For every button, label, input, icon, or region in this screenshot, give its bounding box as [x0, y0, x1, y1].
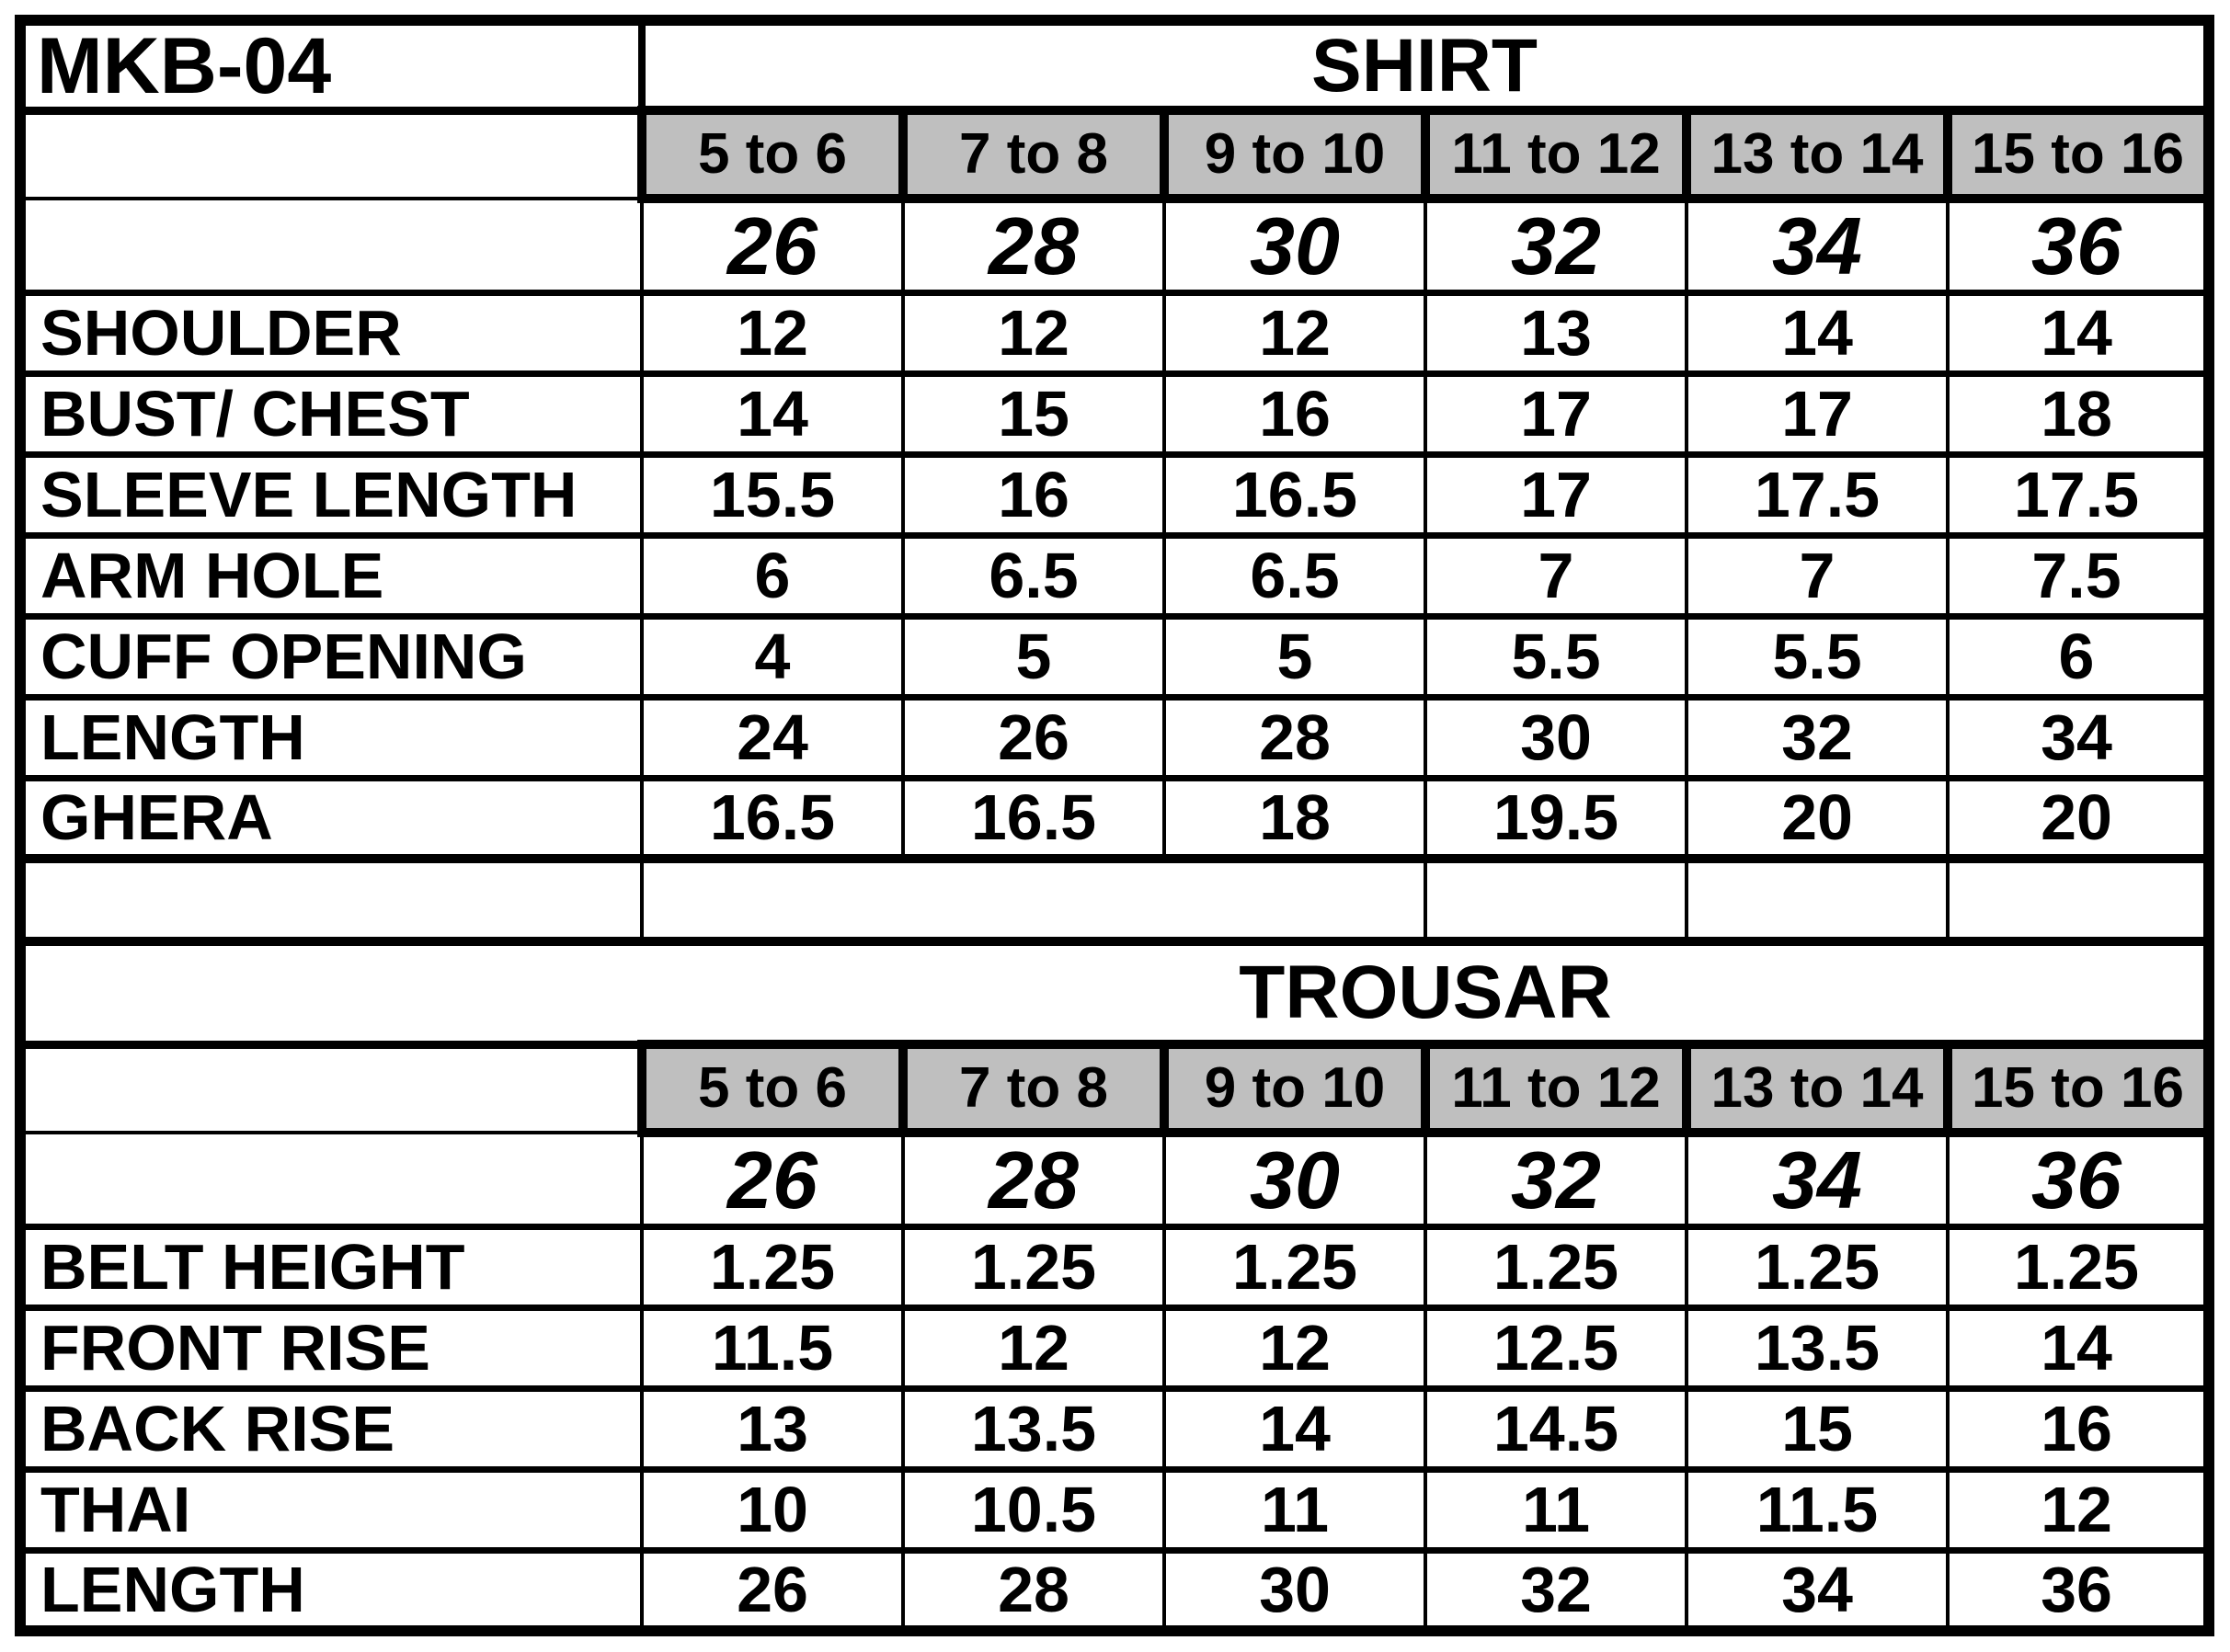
measurement-value: 16	[1948, 1388, 2209, 1469]
measurement-value: 14.5	[1425, 1388, 1687, 1469]
measurement-value: 15.5	[642, 454, 903, 535]
measurement-value: 13	[642, 1388, 903, 1469]
size-header: 36	[1948, 199, 2209, 292]
measurement-value: 26	[903, 697, 1164, 778]
age-range-header: 15 to 16	[1948, 1044, 2209, 1133]
measurement-value: 30	[1164, 1550, 1425, 1631]
measurement-value: 6	[1948, 616, 2209, 697]
measurement-value: 18	[1948, 373, 2209, 454]
section-title-shirt: SHIRT	[642, 20, 2209, 110]
measurement-value: 12	[1164, 1307, 1425, 1388]
table-row-front-rise	[20, 1307, 2209, 1388]
empty-cell	[20, 859, 642, 941]
section-title-cell	[20, 941, 2209, 1044]
table-row-back-rise	[20, 1388, 2209, 1469]
age-range-header: 7 to 8	[903, 110, 1164, 199]
measurement-value: 13.5	[1687, 1307, 1948, 1388]
measurement-value: 14	[642, 373, 903, 454]
measurement-value: 14	[1687, 292, 1948, 373]
measurement-value: 16.5	[642, 778, 903, 859]
measurement-value: 14	[1948, 1307, 2209, 1388]
measurement-value: 11.5	[1687, 1469, 1948, 1550]
measurement-value: 17	[1687, 373, 1948, 454]
age-range-header: 5 to 6	[642, 1044, 903, 1133]
measurement-value: 32	[1425, 1550, 1687, 1631]
measurement-value: 6.5	[903, 535, 1164, 616]
age-range-header: 9 to 10	[1164, 110, 1425, 199]
size-header: 32	[1425, 1133, 1687, 1226]
measurement-value: 14	[1164, 1388, 1425, 1469]
table-row-bust-chest	[20, 373, 2209, 454]
measurement-value: 18	[1164, 778, 1425, 859]
measurement-value: 12.5	[1425, 1307, 1687, 1388]
measurement-value: 13.5	[903, 1388, 1164, 1469]
measurement-label: BUST/ CHEST	[20, 373, 642, 454]
table-row-sleeve-length	[20, 454, 2209, 535]
trousar-age-row	[20, 1044, 2209, 1133]
measurement-label: LENGTH	[20, 697, 642, 778]
size-header: 34	[1687, 1133, 1948, 1226]
empty-cell	[20, 1044, 642, 1133]
measurement-label: LENGTH	[20, 1550, 642, 1631]
table-row-shoulder	[20, 292, 2209, 373]
measurement-label: SLEEVE LENGTH	[20, 454, 642, 535]
measurement-value: 10	[642, 1469, 903, 1550]
measurement-value: 1.25	[1687, 1226, 1948, 1307]
measurement-value: 34	[1687, 1550, 1948, 1631]
measurement-value: 6.5	[1164, 535, 1425, 616]
measurement-value: 10.5	[903, 1469, 1164, 1550]
measurement-value: 16	[1164, 373, 1425, 454]
shirt-size-row	[20, 199, 2209, 292]
measurement-value: 17	[1425, 373, 1687, 454]
measurement-value: 12	[903, 292, 1164, 373]
measurement-value: 20	[1687, 778, 1948, 859]
measurement-value: 24	[642, 697, 903, 778]
table-row-trousar-length	[20, 1550, 2209, 1631]
measurement-value: 15	[1687, 1388, 1948, 1469]
measurement-value: 32	[1687, 697, 1948, 778]
measurement-value: 5	[903, 616, 1164, 697]
size-header: 30	[1164, 199, 1425, 292]
measurement-value: 11	[1164, 1469, 1425, 1550]
measurement-label: ARM HOLE	[20, 535, 642, 616]
measurement-value: 1.25	[1948, 1226, 2209, 1307]
measurement-value: 12	[642, 292, 903, 373]
size-header: 30	[1164, 1133, 1425, 1226]
measurement-value: 7	[1687, 535, 1948, 616]
age-range-header: 11 to 12	[1425, 110, 1687, 199]
measurement-value: 1.25	[1425, 1226, 1687, 1307]
measurement-label: FRONT RISE	[20, 1307, 642, 1388]
measurement-value: 4	[642, 616, 903, 697]
age-range-header: 7 to 8	[903, 1044, 1164, 1133]
measurement-label: BACK RISE	[20, 1388, 642, 1469]
age-range-header: 13 to 14	[1687, 1044, 1948, 1133]
measurement-value: 36	[1948, 1550, 2209, 1631]
size-header: 26	[642, 1133, 903, 1226]
measurement-value: 12	[1164, 292, 1425, 373]
measurement-value: 17.5	[1948, 454, 2209, 535]
measurement-value: 5.5	[1687, 616, 1948, 697]
measurement-value: 16	[903, 454, 1164, 535]
age-range-header: 15 to 16	[1948, 110, 2209, 199]
empty-cell	[1687, 859, 1948, 941]
measurement-value: 17	[1425, 454, 1687, 535]
empty-cell	[20, 110, 642, 199]
measurement-label: THAI	[20, 1469, 642, 1550]
table-row-ghera	[20, 778, 2209, 859]
measurement-value: 30	[1425, 697, 1687, 778]
size-header: 28	[903, 199, 1164, 292]
measurement-label: SHOULDER	[20, 292, 642, 373]
measurement-value: 1.25	[1164, 1226, 1425, 1307]
age-range-header: 9 to 10	[1164, 1044, 1425, 1133]
measurement-value: 34	[1948, 697, 2209, 778]
trousar-header-row	[20, 941, 2209, 1044]
measurement-label: CUFF OPENING	[20, 616, 642, 697]
measurement-value: 28	[1164, 697, 1425, 778]
table-row-shirt-length	[20, 697, 2209, 778]
measurement-value: 12	[903, 1307, 1164, 1388]
table-row-cuff-opening	[20, 616, 2209, 697]
size-header: 32	[1425, 199, 1687, 292]
empty-cell	[1948, 859, 2209, 941]
trousar-size-row	[20, 1133, 2209, 1226]
measurement-value: 7	[1425, 535, 1687, 616]
size-header: 34	[1687, 199, 1948, 292]
empty-cell	[20, 199, 642, 292]
measurement-label: GHERA	[20, 778, 642, 859]
empty-cell	[642, 859, 1425, 941]
age-range-header: 13 to 14	[1687, 110, 1948, 199]
measurement-value: 19.5	[1425, 778, 1687, 859]
size-chart-table	[15, 15, 2214, 1636]
product-code: MKB-04	[20, 20, 642, 110]
measurement-value: 5.5	[1425, 616, 1687, 697]
measurement-value: 15	[903, 373, 1164, 454]
table-row-belt-height	[20, 1226, 2209, 1307]
measurement-value: 20	[1948, 778, 2209, 859]
measurement-value: 28	[903, 1550, 1164, 1631]
empty-cell	[1425, 859, 1687, 941]
measurement-value: 13	[1425, 292, 1687, 373]
size-header: 26	[642, 199, 903, 292]
measurement-value: 11.5	[642, 1307, 903, 1388]
measurement-value: 7.5	[1948, 535, 2209, 616]
table-row-thai	[20, 1469, 2209, 1550]
empty-cell	[20, 1133, 642, 1226]
measurement-value: 1.25	[903, 1226, 1164, 1307]
measurement-value: 5	[1164, 616, 1425, 697]
measurement-value: 14	[1948, 292, 2209, 373]
measurement-value: 26	[642, 1550, 903, 1631]
measurement-value: 11	[1425, 1469, 1687, 1550]
measurement-value: 16.5	[1164, 454, 1425, 535]
age-range-header: 5 to 6	[642, 110, 903, 199]
shirt-age-row	[20, 110, 2209, 199]
size-header: 36	[1948, 1133, 2209, 1226]
measurement-value: 6	[642, 535, 903, 616]
size-header: 28	[903, 1133, 1164, 1226]
spacer-row	[20, 859, 2209, 941]
measurement-value: 12	[1948, 1469, 2209, 1550]
measurement-value: 17.5	[1687, 454, 1948, 535]
measurement-value: 1.25	[642, 1226, 903, 1307]
measurement-value: 16.5	[903, 778, 1164, 859]
age-range-header: 11 to 12	[1425, 1044, 1687, 1133]
measurement-label: BELT HEIGHT	[20, 1226, 642, 1307]
section-title-trousar: TROUSAR	[1239, 951, 1612, 1034]
table-row-arm-hole	[20, 535, 2209, 616]
shirt-header-row	[20, 20, 2209, 110]
